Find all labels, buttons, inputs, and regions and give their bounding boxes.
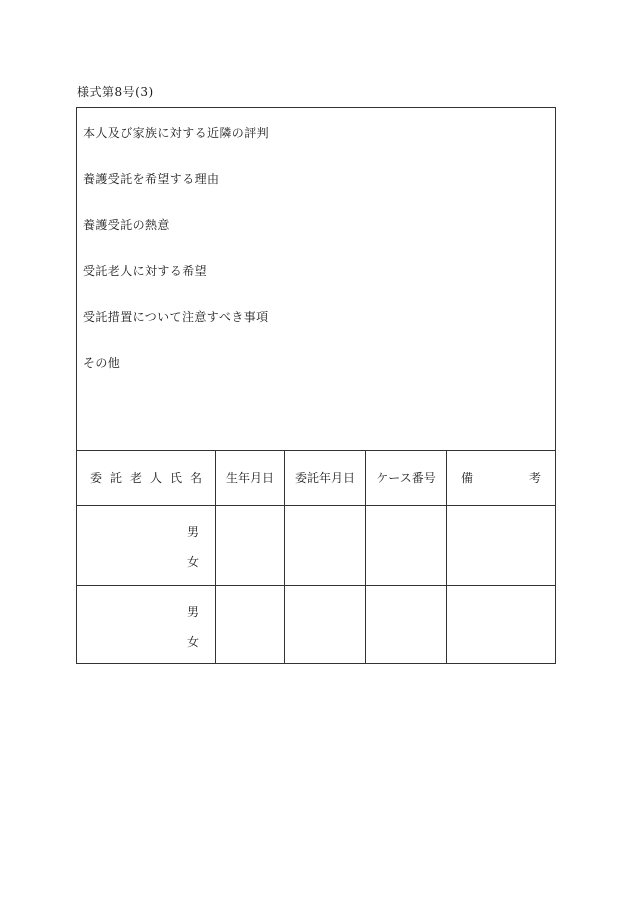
table-row: [77, 586, 215, 666]
header-remarks-right: 考: [528, 471, 541, 485]
form-number: 様式第8号(3): [77, 85, 154, 99]
sex-female-label: 女: [187, 635, 200, 649]
item-other: その他: [83, 356, 121, 370]
table-row: [77, 506, 215, 586]
elderly-table: [77, 450, 555, 663]
form-frame: [76, 107, 556, 664]
header-birth-date: 生年月日: [225, 471, 274, 485]
header-remarks: [447, 450, 555, 505]
sex-male-label: 男: [187, 525, 200, 539]
header-case-number: ケース番号: [376, 471, 436, 485]
item-neighbor-reputation: 本人及び家族に対する近隣の評判: [83, 126, 270, 140]
item-notes-on-measures: 受託措置について注意すべき事項: [83, 310, 269, 324]
header-elderly-name: 委託老人氏名: [89, 471, 210, 485]
upper-section: [77, 108, 555, 451]
item-wishes-for-elderly: 受託老人に対する希望: [83, 264, 208, 278]
sex-female-label: 女: [187, 555, 200, 569]
header-entrust-date: 委託年月日: [294, 471, 355, 485]
sex-male-label: 男: [187, 605, 200, 619]
header-remarks-left: 備: [461, 471, 474, 485]
item-reason-for-request: 養護受託を希望する理由: [83, 172, 220, 186]
item-enthusiasm: 養護受託の熱意: [83, 218, 170, 232]
